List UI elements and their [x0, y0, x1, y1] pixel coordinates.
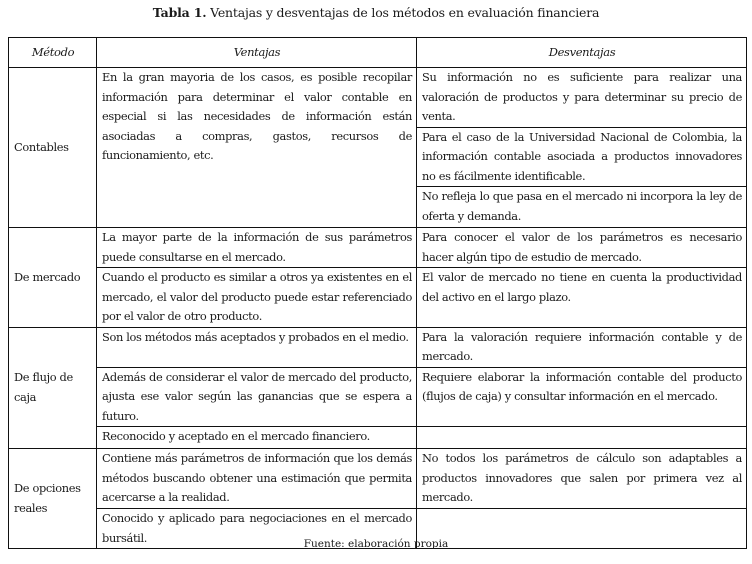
header-row — [9, 38, 747, 68]
desventaja-cell: Su información no es suficiente para realizar una valoración de productos y para determinar su precio de venta. — [417, 68, 747, 128]
ventaja-cell: Cuando el producto es similar a otros ya existentes en el mercado, el valor del producto puede estar referenciado por el valor de otro producto. — [97, 268, 417, 328]
ventaja-cell: Conocido y aplicado para negociaciones en el mercado bursátil. — [97, 509, 417, 549]
methods-table — [8, 37, 747, 549]
desventaja-cell: El valor de mercado no tiene en cuenta la productividad del activo en el largo plazo. — [417, 268, 747, 328]
caption-text: Ventajas y desventajas de los métodos en evaluación financiera — [206, 5, 600, 20]
method-cell: De flujo de caja — [9, 327, 97, 449]
desventaja-cell: Para la valoración requiere información contable y de mercado. — [417, 327, 747, 367]
desventaja-cell: Para el caso de la Universidad Nacional de Colombia, la información contable asociada a productos innovadores no es fácilmente identificable. — [417, 127, 747, 187]
header-desventajas: Desventajas — [417, 38, 747, 68]
table-row — [9, 449, 747, 509]
caption-label: Tabla 1. — [152, 5, 207, 20]
header-metodo: Método — [9, 38, 97, 68]
header-ventajas: Ventajas — [97, 38, 417, 68]
ventaja-cell: La mayor parte de la información de sus parámetros puede consultarse en el mercado. — [97, 228, 417, 268]
desventaja-cell: Para conocer el valor de los parámetros es necesario hacer algún tipo de estudio de mercado. — [417, 228, 747, 268]
desventaja-cell: No todos los parámetros de cálculo son adaptables a productos innovadores que salen por primera vez al mercado. — [417, 449, 747, 509]
table-row — [9, 367, 747, 427]
ventaja-cell: Reconocido y aceptado en el mercado financiero. — [97, 427, 417, 449]
source-note: Fuente: elaboración propia — [303, 538, 449, 550]
desventaja-cell-empty — [417, 427, 747, 449]
ventaja-cell: Contiene más parámetros de información que los demás métodos buscando obtener una estimación que permita acercarse a la realidad. — [97, 449, 417, 509]
desventaja-cell: No refleja lo que pasa en el mercado ni incorpora la ley de oferta y demanda. — [417, 187, 747, 228]
table-row — [9, 327, 747, 367]
ventaja-cell: En la gran mayoria de los casos, es posible recopilar información para determinar el valor contable en especial si las necesidades de información están asociadas a compras, gastos, recursos de funcionamiento, etc. — [97, 68, 417, 228]
method-cell: De opciones reales — [9, 449, 97, 549]
table-row — [9, 427, 747, 449]
table-row — [9, 228, 747, 268]
table-caption — [0, 5, 752, 20]
method-cell: Contables — [9, 68, 97, 228]
table-row — [9, 268, 747, 328]
ventaja-cell: Son los métodos más aceptados y probados en el medio. — [97, 327, 417, 367]
method-cell: De mercado — [9, 228, 97, 328]
ventaja-cell: Además de considerar el valor de mercado del producto, ajusta ese valor según las ganancias que se espera a futuro. — [97, 367, 417, 427]
desventaja-cell: Requiere elaborar la información contable del producto (flujos de caja) y consultar información en el mercado. — [417, 367, 747, 427]
table-row — [9, 68, 747, 128]
